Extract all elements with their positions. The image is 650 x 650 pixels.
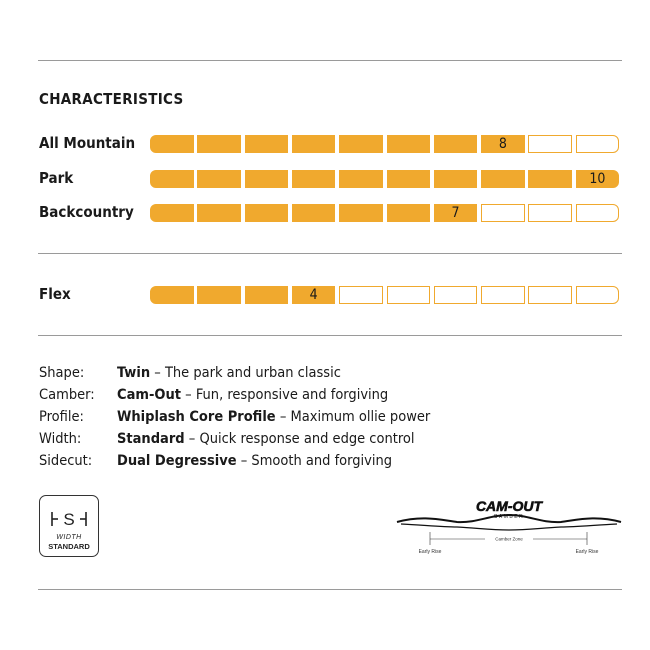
spec-description: Maximum ollie power (290, 409, 431, 425)
rating-segment (339, 204, 383, 222)
rating-segment (528, 170, 572, 188)
spec-row-camber: Camber: Cam-Out – Fun, responsive and forgiving (39, 384, 430, 406)
rating-value: 4 (292, 286, 336, 304)
early-rise-left-label: Early Rise (418, 549, 442, 555)
rating-value: 10 (576, 170, 620, 188)
rating-row-flex (39, 285, 623, 305)
rating-segment (245, 135, 289, 153)
camber-diagram (393, 495, 625, 560)
spec-key: Width: (39, 431, 82, 447)
rating-row-all-mountain (39, 134, 623, 154)
top-divider (38, 60, 622, 61)
rating-segment (197, 170, 241, 188)
rating-segment (481, 170, 525, 188)
rating-segment (387, 286, 431, 304)
rating-segment (150, 170, 194, 188)
spec-description: Smooth and forgiving (251, 453, 393, 469)
spec-key: Camber: (39, 387, 95, 403)
spec-value: Cam-Out (117, 387, 181, 403)
spec-value: Twin (117, 365, 151, 381)
spec-value: Standard (117, 431, 185, 447)
spec-row-shape: Shape: Twin – The park and urban classic (39, 362, 430, 384)
rating-segment (434, 286, 478, 304)
camber-logo-sub: CAMBER (493, 514, 525, 520)
rating-segment (150, 204, 194, 222)
badge-line2: STANDARD (48, 542, 90, 551)
rating-segment (387, 170, 431, 188)
rating-bar (150, 135, 623, 153)
rating-segment (150, 135, 194, 153)
rating-segment (528, 135, 572, 153)
camber-logo: CAM-OUT (475, 498, 543, 514)
spec-value: Whiplash Core Profile (117, 409, 276, 425)
rating-segment (387, 204, 431, 222)
rating-segment (576, 286, 620, 304)
rating-segment (150, 286, 194, 304)
rating-bar (150, 170, 623, 188)
width-icon (49, 506, 89, 532)
spec-description: Fun, responsive and forgiving (195, 387, 389, 403)
badge-line1: WIDTH (56, 534, 82, 541)
spec-key: Sidecut: (39, 453, 93, 469)
rating-label: Backcountry (39, 203, 134, 221)
bottom-divider (38, 589, 622, 590)
spec-key: Profile: (39, 409, 84, 425)
rating-segment (339, 135, 383, 153)
spec-row-profile: Profile: Whiplash Core Profile – Maximum ollie power (39, 406, 430, 428)
camber-zone-label: Camber Zone (495, 536, 523, 542)
rating-segment (292, 204, 336, 222)
rating-segment (481, 286, 525, 304)
rating-segment (197, 204, 241, 222)
rating-label: Flex (39, 285, 71, 303)
width-badge (39, 495, 99, 557)
rating-segment (434, 170, 478, 188)
spec-description: The park and urban classic (164, 365, 341, 381)
rating-segment (245, 170, 289, 188)
rating-segment (528, 286, 572, 304)
svg-text:S: S (63, 510, 75, 529)
rating-bar (150, 204, 623, 222)
spec-list (39, 362, 430, 472)
camber-profile-bottom (401, 524, 617, 530)
rating-segment (576, 204, 620, 222)
spec-key: Shape: (39, 365, 85, 381)
rating-row-park (39, 169, 623, 189)
section-divider (38, 253, 622, 254)
early-rise-right-label: Early Rise (575, 549, 599, 555)
section-title: CHARACTERISTICS (39, 90, 184, 108)
spec-value: Dual Degressive (117, 453, 237, 469)
rating-segment (339, 170, 383, 188)
rating-segment (197, 135, 241, 153)
rating-value: 8 (481, 135, 525, 153)
rating-segment (387, 135, 431, 153)
section-divider (38, 335, 622, 336)
spec-row-width: Width: Standard – Quick response and edge control (39, 428, 430, 450)
rating-segment (481, 204, 525, 222)
rating-segment (245, 286, 289, 304)
rating-segment (197, 286, 241, 304)
rating-row-backcountry (39, 203, 623, 223)
rating-segment (245, 204, 289, 222)
spec-row-sidecut: Sidecut: Dual Degressive – Smooth and forgiving (39, 450, 430, 472)
rating-segment (528, 204, 572, 222)
rating-bar (150, 286, 623, 304)
rating-segment (292, 135, 336, 153)
spec-description: Quick response and edge control (199, 431, 415, 447)
rating-segment (576, 135, 620, 153)
rating-segment (434, 135, 478, 153)
rating-label: Park (39, 169, 74, 187)
rating-label: All Mountain (39, 134, 136, 152)
rating-value: 7 (434, 204, 478, 222)
rating-segment (292, 170, 336, 188)
rating-segment (339, 286, 383, 304)
